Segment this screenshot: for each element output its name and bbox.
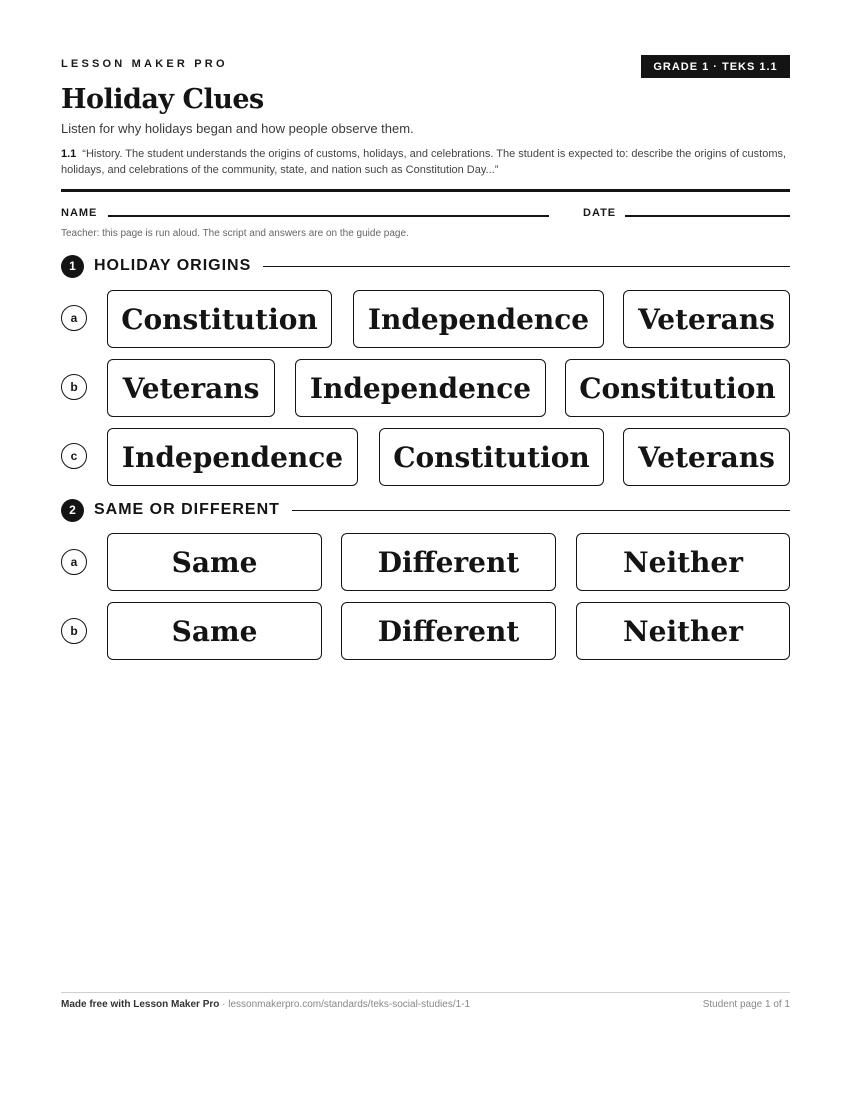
date-line[interactable] <box>625 215 790 217</box>
footer-divider <box>61 992 790 993</box>
footer-url[interactable]: · lessonmakerpro.com/standards/teks-social-studies/1-1 <box>219 999 471 1010</box>
row-letter-b: b <box>61 374 87 400</box>
name-line[interactable] <box>108 215 549 217</box>
page-subtitle: Listen for why holidays began and how people observe them. <box>61 121 414 136</box>
choice-box[interactable]: Independence <box>353 290 604 348</box>
choice-box[interactable]: Constitution <box>107 290 332 348</box>
choice-box[interactable]: Veterans <box>623 290 790 348</box>
section-rule <box>263 266 790 267</box>
date-label: DATE <box>583 207 617 219</box>
choice-box[interactable]: Neither <box>576 533 790 591</box>
choice-box[interactable]: Same <box>107 602 322 660</box>
choice-box[interactable]: Veterans <box>623 428 790 486</box>
teacher-note: Teacher: this page is run aloud. The script and answers are on the guide page. <box>61 228 409 239</box>
section-holiday-origins <box>61 255 790 277</box>
choice-box[interactable]: Constitution <box>379 428 604 486</box>
choice-box[interactable]: Same <box>107 533 322 591</box>
section-same-or-different <box>61 499 790 521</box>
standard-code: 1.1 <box>61 148 77 160</box>
section-number-badge: 2 <box>61 499 84 522</box>
choice-box[interactable]: Independence <box>107 428 358 486</box>
section-rule <box>292 510 790 511</box>
choice-box[interactable]: Constitution <box>565 359 790 417</box>
header-divider <box>61 189 790 192</box>
standard-text: “History. The student understands the origins of customs, holidays, and celebrations. The student is expected to: describe the origins of customs, holidays, and celebrations of the community, state, and nation such as Constitution Day...” <box>61 148 787 176</box>
row-letter-c: c <box>61 443 87 469</box>
footer-made-with: Made free with Lesson Maker Pro <box>61 999 220 1010</box>
standard-statement <box>61 146 791 178</box>
row-letter-a: a <box>61 305 87 331</box>
section-number-badge: 1 <box>61 255 84 278</box>
row-letter-b: b <box>61 618 87 644</box>
page-title: Holiday Clues <box>61 84 264 115</box>
name-label: NAME <box>61 207 98 219</box>
section-title: HOLIDAY ORIGINS <box>94 257 252 274</box>
footer-credit <box>61 999 470 1010</box>
grade-badge: GRADE 1 · TEKS 1.1 <box>641 55 790 78</box>
brand-name: LESSON MAKER PRO <box>61 58 228 70</box>
footer-page-number: Student page 1 of 1 <box>702 999 790 1010</box>
choice-box[interactable]: Neither <box>576 602 790 660</box>
row-letter-a: a <box>61 549 87 575</box>
choice-box[interactable]: Independence <box>295 359 546 417</box>
choice-box[interactable]: Different <box>341 602 556 660</box>
choice-box[interactable]: Different <box>341 533 556 591</box>
section-title: SAME OR DIFFERENT <box>94 501 280 518</box>
choice-box[interactable]: Veterans <box>107 359 275 417</box>
